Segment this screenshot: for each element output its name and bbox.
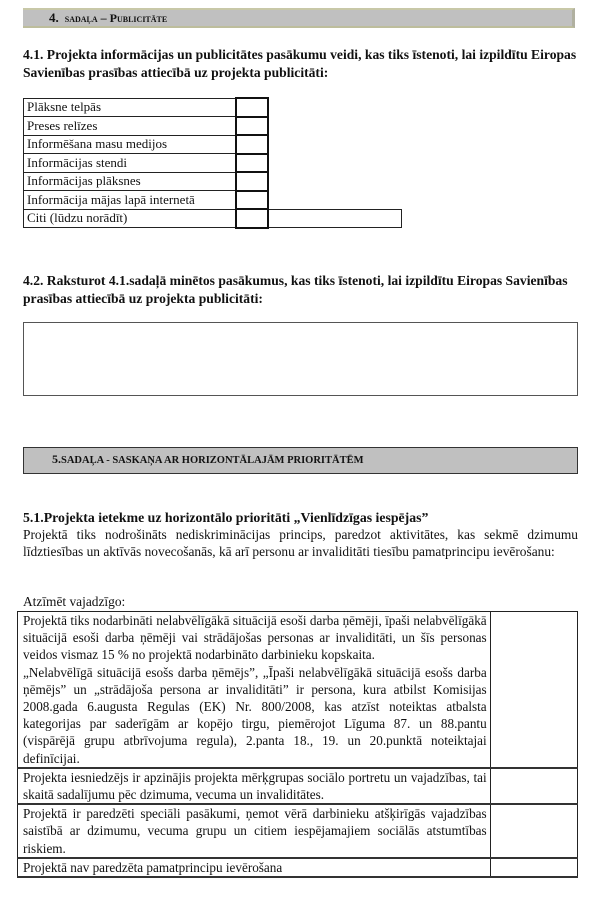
option-checkbox[interactable] [236,135,268,154]
checklist-row [18,612,578,768]
question-4-2-title: 4.2. Raksturot 4.1.sadaļā minētos pasākumus, kas tiks īstenoti, lai izpildītu Eiropas Savienības prasības attiecībā uz projekta publicitāti: [23,273,568,306]
checklist-mark-cell[interactable] [490,858,577,877]
option-checkbox[interactable] [236,117,268,136]
question-5-1-instruction: Atzīmēt vajadzīgo: [23,594,126,609]
option-label: Preses relīzes [24,117,236,136]
option-checkbox[interactable] [236,209,268,228]
option-checkbox[interactable] [236,154,268,173]
section-4-title: sadaļa – Publicitāte [64,11,168,25]
option-row [24,154,402,173]
checklist-mark-cell[interactable] [490,612,577,768]
question-5-1-title: 5.1.Projekta ietekme uz horizontālo prioritāti „Vienlīdzīgas iespējas” [23,510,429,525]
question-4-1-title: 4.1. Projekta informācijas un publicitātes pasākumu veidi, kas tiks īstenoti, lai izpildītu Eiropas Savienības prasības attiecībā uz projekta publicitāti: [23,47,577,80]
checklist-mark-cell[interactable] [490,768,577,804]
checklist-mark-cell[interactable] [490,804,577,858]
option-row [24,98,402,117]
option-checkbox[interactable] [236,98,268,117]
option-label: Informācijas plāksnes [24,172,236,191]
option-label: Informēšana masu medijos [24,135,236,154]
checklist-row [18,804,578,858]
checklist-item-text: Projektā ir paredzēti speciāli pasākumi, ņemot vērā darbinieku atšķirīgās vajadzības saistībā ar dzimumu, vecuma grupu un citiem iespējamajiem sociālās atstumtības riskiem. [18,804,491,858]
option-label: Informācijas stendi [24,154,236,173]
option-row-other [24,209,402,228]
option-label: Plāksne telpās [24,98,236,117]
equal-opportunities-checklist [17,611,578,878]
checklist-item-text [18,612,491,768]
option-label: Citi (lūdzu norādīt) [24,209,236,228]
checklist-item-statement: Projektā tiks nodarbināti nelabvēlīgākā situācijā esoši darba ņēmēji, īpaši nelabvēlīgākā situācijā esoši darba ņēmēji vai strādājošas personas ar invaliditāti, un šīs personas veidos vismaz 15 % no projektā nodarbināto darbinieku kopskaita. [23,613,487,663]
question-5-1-description: Projektā tiks nodrošināts nediskriminācijas princips, paredzot aktivitātes, kas sekmē dzimumu līdztiesības un aktīvās novecošanās, kā arī personu ar invaliditāti tiesību pamatprincipu ievērošanu: [23,527,578,559]
section-5-title: SADAĻA - SASKAŅA AR HORIZONTĀLAJĀM PRIORITĀTĒM [61,455,364,466]
section-5-header [23,447,578,474]
checklist-row [18,858,578,877]
option-row [24,191,402,210]
question-4-2-answer-field[interactable] [23,322,578,396]
option-checkbox[interactable] [236,191,268,210]
section-4-header [23,8,575,28]
section-5-number: 5. [52,452,61,466]
option-row [24,172,402,191]
publicity-options-table [23,97,402,229]
other-specify-field[interactable] [268,209,402,228]
checklist-row [18,768,578,804]
checklist-item-text: Projektā nav paredzēta pamatprincipu ievērošana [18,858,491,877]
section-4-number: 4. [49,10,59,25]
checklist-item-text: Projekta iesniedzējs ir apzinājis projekta mērķgrupas sociālo portretu un vajadzības, tai skaitā sadalījumu pēc dzimuma, vecuma un invaliditātes. [18,768,491,804]
option-label: Informācija mājas lapā internetā [24,191,236,210]
option-row [24,117,402,136]
option-checkbox[interactable] [236,172,268,191]
option-row [24,135,402,154]
checklist-item-note: „Nelabvēlīgā situācijā esošs darba ņēmējs”, „Īpaši nelabvēlīgākā situācijā esošs darba ņēmējs” un „strādājoša persona ar invaliditāti” ir persona, kura atbilst Komisijas 2008.gada 6.augusta Regulas (EK) Nr. 800/2008, kas atzīst noteiktas atbalsta kategorijas par saderīgām ar kopējo tirgu, piemērojot Līguma 87. un 88.pantu (vispārējā grupu atbrīvojuma regula), 2.panta 18., 19. un 20.punktā noteiktajai definīcijai. [23,664,487,766]
